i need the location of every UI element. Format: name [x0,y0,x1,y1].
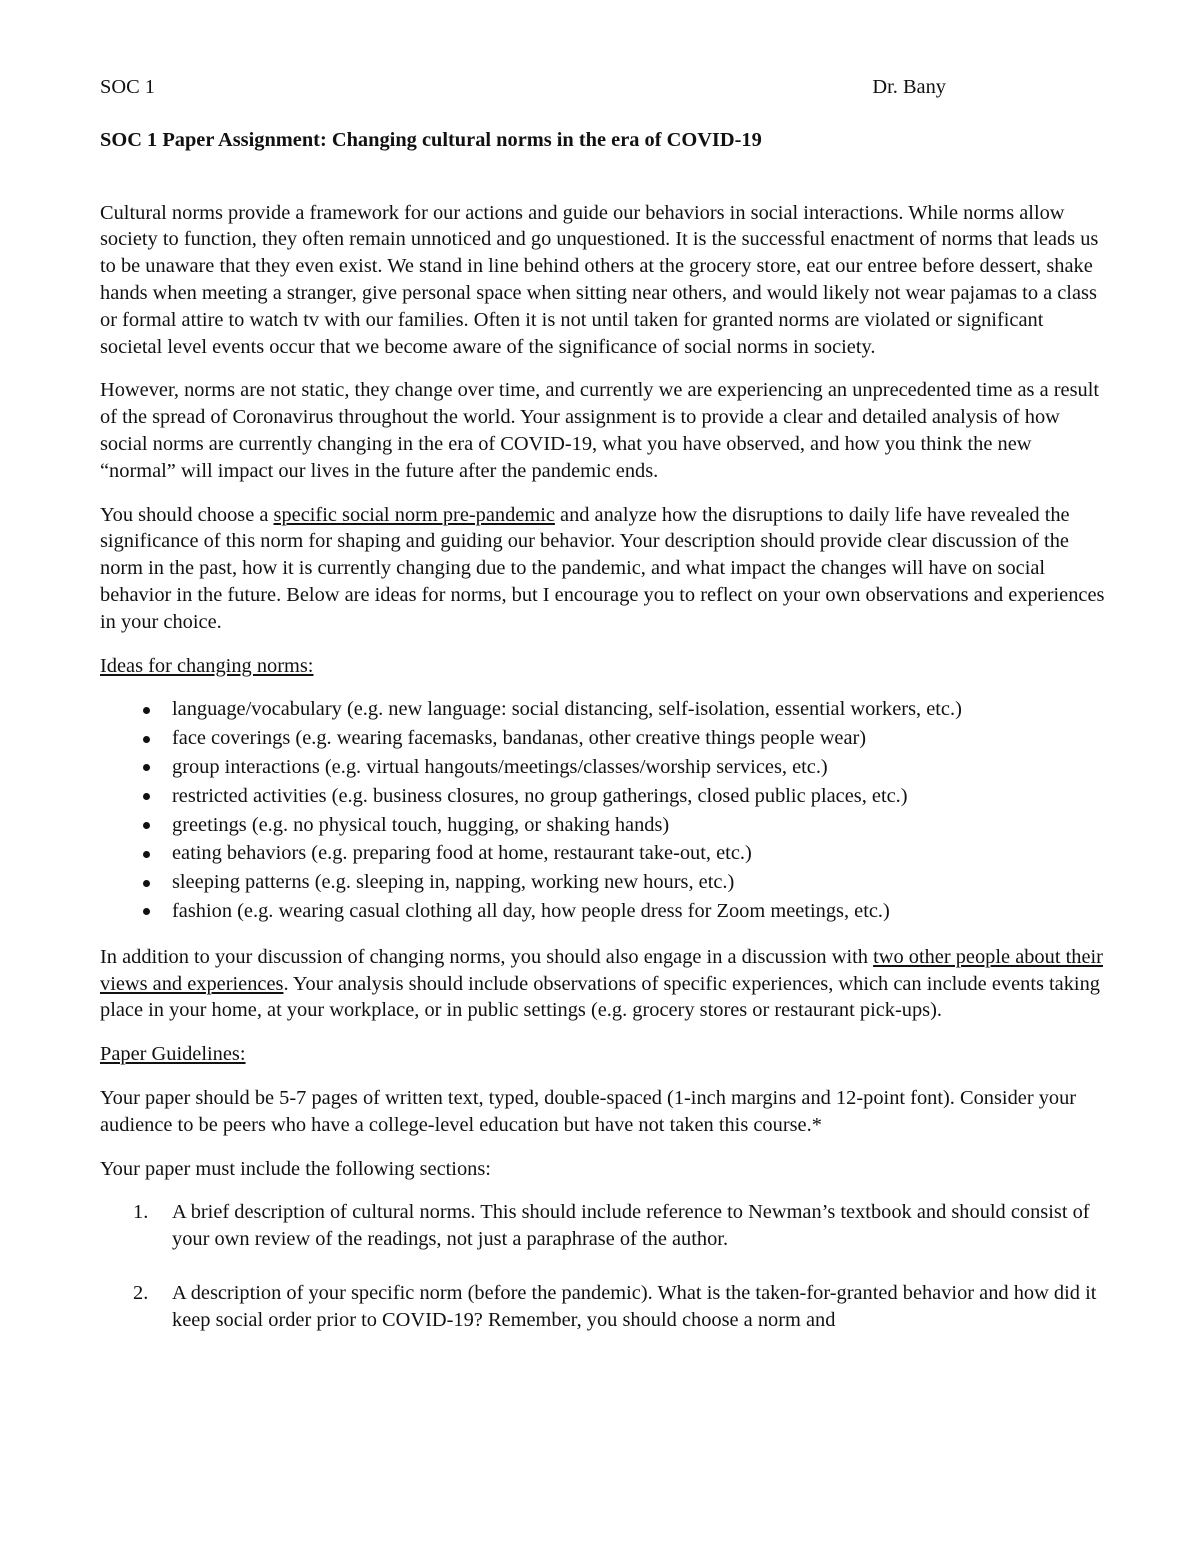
list-item-text: restricted activities (e.g. business closures, no group gatherings, closed public places, etc.) [172,784,908,807]
discussion-paragraph [100,944,1105,1024]
list-number: 2. [133,1281,149,1304]
bullet-icon [143,908,150,915]
list-item-text: A description of your specific norm (before the pandemic). What is the taken-for-granted behavior and how did it keep social order prior to COVID-19? Remember, you should choose a norm and [172,1281,1097,1331]
norm-choice-text-end: and analyze how the disruptions to daily life have revealed the significance of this norm for shaping and guiding our behavior. Your description should provide clear discussion of the norm in the past, how it is currently changing due to the pandemic, and what impact the changes will have on social behavior in the future. Below are ideas for norms, but I encourage you to reflect on your own observations and experiences in your choice. [100,503,1105,633]
list-item-text: A brief description of cultural norms. This should include reference to Newman’s textbook and should consist of your own review of the readings, not just a paraphrase of the author. [172,1201,1090,1251]
guidelines-heading-text: Paper Guidelines: [100,1043,246,1066]
list-item [100,754,1105,783]
document-page [100,74,1105,1333]
sections-list [100,1199,1105,1333]
norm-choice-underline: specific social norm pre-pandemic [273,503,555,526]
instructor-name: Dr. Bany [872,76,946,98]
assignment-paragraph: However, norms are not static, they change over time, and currently we are experiencing an unprecedented time as a result of the spread of Coronavirus throughout the world. Your assignment is to provide a clear and detailed analysis of how social norms are currently changing in the era of COVID-19, what you have observed, and how you think the new “normal” will impact our lives in the future after the pandemic ends. [100,379,1100,482]
bullet-icon [143,764,150,771]
bullet-icon [143,880,150,887]
ideas-heading [100,653,1105,680]
page-header [100,74,946,101]
list-number: 1. [133,1201,149,1224]
list-item [100,1199,1105,1253]
list-item [100,812,1105,841]
ideas-list [100,696,1105,926]
sections-intro: Your paper must include the following sections: [100,1157,491,1180]
list-item [100,1280,1105,1334]
list-item-text: greetings (e.g. no physical touch, hugging, or shaking hands) [172,813,670,836]
list-item-text: language/vocabulary (e.g. new language: social distancing, self-isolation, essential workers, etc.) [172,698,962,721]
list-item [100,725,1105,754]
discussion-underline: two other people about their views and experiences [100,945,1103,995]
discussion-text-start: In addition to your discussion of changing norms, you should also engage in a discussion with [100,945,874,968]
discussion-text-end: . Your analysis should include observations of specific experiences, which can include events taking place in your home, at your workplace, or in public settings (e.g. grocery stores or restaurant pick-ups). [100,972,1100,1022]
bullet-icon [143,793,150,800]
list-item [100,869,1105,898]
list-item-text: eating behaviors (e.g. preparing food at home, restaurant take-out, etc.) [172,842,752,865]
list-item-text: group interactions (e.g. virtual hangouts/meetings/classes/worship services, etc.) [172,755,828,778]
guidelines-heading [100,1041,1105,1068]
list-item-text: fashion (e.g. wearing casual clothing all day, how people dress for Zoom meetings, etc.) [172,899,890,922]
course-code: SOC 1 [100,76,155,98]
bullet-icon [143,707,150,714]
length-paragraph: Your paper should be 5-7 pages of written text, typed, double-spaced (1-inch margins and 12-point font). Consider your audience to be peers who have a college-level education but have not taken this course.* [100,1086,1077,1136]
list-item [100,840,1105,869]
list-item [100,898,1105,927]
bullet-icon [143,736,150,743]
bullet-icon [143,822,150,829]
list-item [100,696,1105,725]
intro-paragraph: Cultural norms provide a framework for our actions and guide our behaviors in social interactions. While norms allow society to function, they often remain unnoticed and go unquestioned. It is the successful enactment of norms that leads us to be unaware that they even exist. We stand in line behind others at the grocery store, eat our entree before dessert, shake hands when meeting a stranger, give personal space when sitting near others, and would likely not wear pajamas to a class or formal attire to watch tv with our families. Often it is not until taken for granted norms are violated or significant societal level events occur that we become aware of the significance of social norms in society. [100,201,1099,358]
list-item [100,783,1105,812]
list-item-text: face coverings (e.g. wearing facemasks, bandanas, other creative things people wear) [172,727,867,750]
bullet-icon [143,851,150,858]
ideas-heading-text: Ideas for changing norms: [100,654,314,677]
norm-choice-text-start: You should choose a [100,503,274,526]
list-item-text: sleeping patterns (e.g. sleeping in, napping, working new hours, etc.) [172,871,735,894]
assignment-title: SOC 1 Paper Assignment: Changing cultural norms in the era of COVID-19 [100,128,762,151]
norm-choice-paragraph [100,502,1105,636]
